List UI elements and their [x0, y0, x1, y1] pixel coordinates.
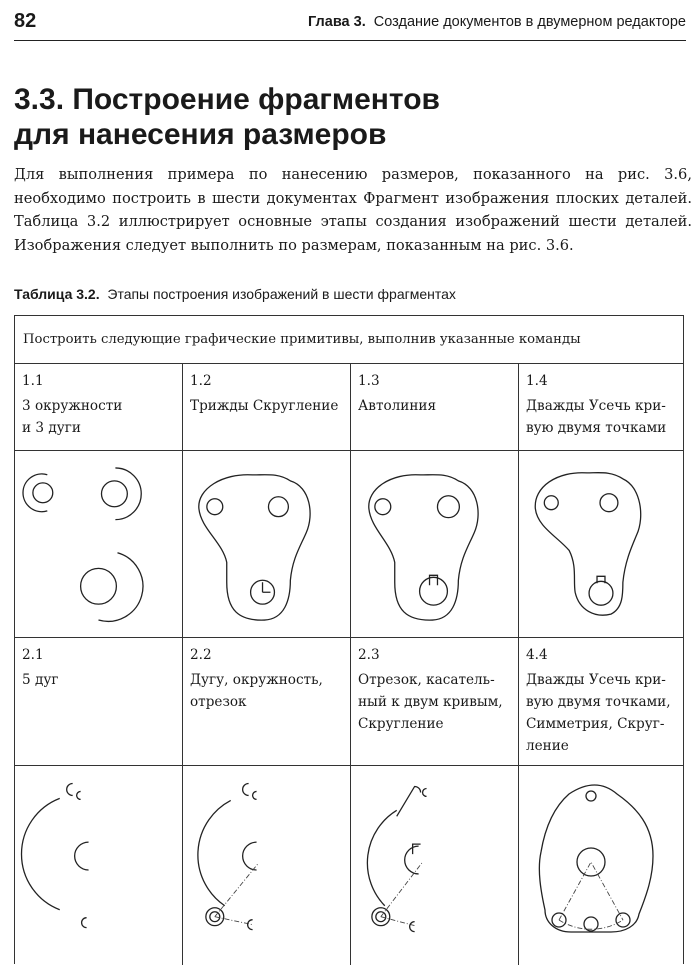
figure-2-1	[15, 766, 183, 965]
center-line	[215, 863, 259, 917]
page-number: 82	[14, 10, 37, 32]
arc	[243, 842, 257, 870]
step-text: Трижды Скругление	[190, 398, 339, 414]
table-cell	[15, 638, 183, 766]
arc	[22, 798, 60, 909]
figure-1-3-drawing	[351, 451, 518, 637]
table-cell	[351, 364, 519, 451]
header-rule	[14, 40, 686, 41]
part-outline	[369, 475, 478, 620]
step-text: Дважды Усечь кри- вую двумя точками	[526, 398, 667, 436]
table-cell	[351, 638, 519, 766]
step-number: 1.3	[358, 373, 380, 389]
figure-1-4	[519, 451, 683, 638]
step-number: 2.3	[358, 647, 380, 663]
center-hole	[589, 581, 613, 605]
page-header	[14, 6, 686, 38]
center-line	[559, 862, 623, 920]
table-caption	[14, 286, 456, 302]
circle	[210, 912, 220, 922]
small-circle	[101, 481, 127, 507]
step-number: 4.4	[526, 647, 548, 663]
circle	[376, 912, 386, 922]
figure-1-4-drawing	[519, 451, 683, 637]
step-number: 1.2	[190, 373, 212, 389]
hole	[437, 496, 459, 518]
tangent-segment	[397, 786, 421, 816]
arc	[67, 783, 73, 795]
arc	[405, 846, 419, 874]
pitch-arc	[559, 920, 623, 929]
arc	[253, 791, 257, 799]
step-text: Отрезок, касатель- ный к двум кривым, Скругление	[358, 672, 503, 732]
table-cell	[15, 364, 183, 451]
chapter-label: Глава 3.	[308, 14, 366, 30]
table-cell	[519, 364, 683, 451]
figure-1-1-drawing	[15, 451, 182, 637]
figure-1-2	[183, 451, 351, 638]
hole	[544, 496, 558, 510]
figure-2-2	[183, 766, 351, 965]
step-text: Дугу, окружность, отрезок	[190, 672, 323, 710]
center-hole	[577, 848, 605, 876]
arc	[23, 474, 47, 512]
arc	[367, 810, 396, 905]
step-number: 2.2	[190, 647, 212, 663]
small-circle	[33, 483, 53, 503]
table-header-cell: Построить следующие графические примитивы, выполнив указанные команды	[15, 316, 683, 364]
figure-2-1-drawing	[15, 766, 182, 965]
step-number: 1.1	[22, 373, 44, 389]
hole	[586, 791, 596, 801]
table-cell	[183, 638, 351, 766]
table-cell	[519, 638, 683, 766]
figure-1-1	[15, 451, 183, 638]
body-paragraph: Для выполнения примера по нанесению размеров, показанного на рис. 3.6, необходимо построить в шести документах Фрагмент изображения плоских деталей. Таблица 3.2 иллюстрирует основные этапы создания изображений шести деталей. Изображения следует выполнить по размерам, показанным на рис. 3.6.	[14, 166, 692, 254]
hole	[375, 499, 391, 515]
large-circle	[81, 568, 117, 604]
circle	[372, 908, 390, 926]
arc	[198, 800, 231, 905]
hole	[600, 494, 618, 512]
figure-2-3-drawing	[351, 766, 518, 965]
step-number: 1.4	[526, 373, 548, 389]
section-title-line2: для нанесения размеров	[14, 118, 387, 151]
running-header	[308, 14, 686, 30]
arc	[423, 788, 427, 796]
figure-1-3	[351, 451, 519, 638]
arc	[243, 783, 249, 795]
part-outline	[535, 473, 640, 615]
table-caption-label: Таблица 3.2.	[14, 286, 100, 302]
arc	[115, 468, 141, 520]
figure-2-2-drawing	[183, 766, 350, 965]
section-title	[14, 82, 674, 152]
stages-table	[14, 315, 684, 964]
table-caption-text: Этапы построения изображений в шести фрагментах	[107, 286, 456, 302]
arc	[99, 553, 143, 622]
step-number: 2.1	[22, 647, 44, 663]
chapter-title: Создание документов в двумерном редакторе	[373, 14, 686, 30]
table-cell	[183, 364, 351, 451]
arc	[75, 842, 89, 870]
section-title-line1: 3.3. Построение фрагментов	[14, 83, 440, 116]
figure-2-3	[351, 766, 519, 965]
hole	[207, 499, 223, 515]
center-line	[381, 862, 423, 917]
hole	[268, 497, 288, 517]
step-text: 5 дуг	[22, 672, 59, 688]
center-mark	[263, 582, 271, 592]
arc	[77, 791, 81, 799]
arc	[410, 922, 415, 932]
arc	[82, 918, 87, 928]
part-outline	[199, 475, 310, 620]
step-text: Автолиния	[358, 398, 437, 414]
step-text: Дважды Усечь кри- вую двумя точками, Симметрия, Скруг- ление	[526, 672, 671, 754]
part-outline	[539, 785, 653, 932]
arc	[248, 920, 253, 930]
figure-1-2-drawing	[183, 451, 350, 637]
step-text: 3 окружности и 3 дуги	[22, 398, 123, 436]
center-hole	[420, 577, 448, 605]
figure-4-4	[519, 766, 683, 965]
figure-4-4-drawing	[519, 766, 683, 965]
